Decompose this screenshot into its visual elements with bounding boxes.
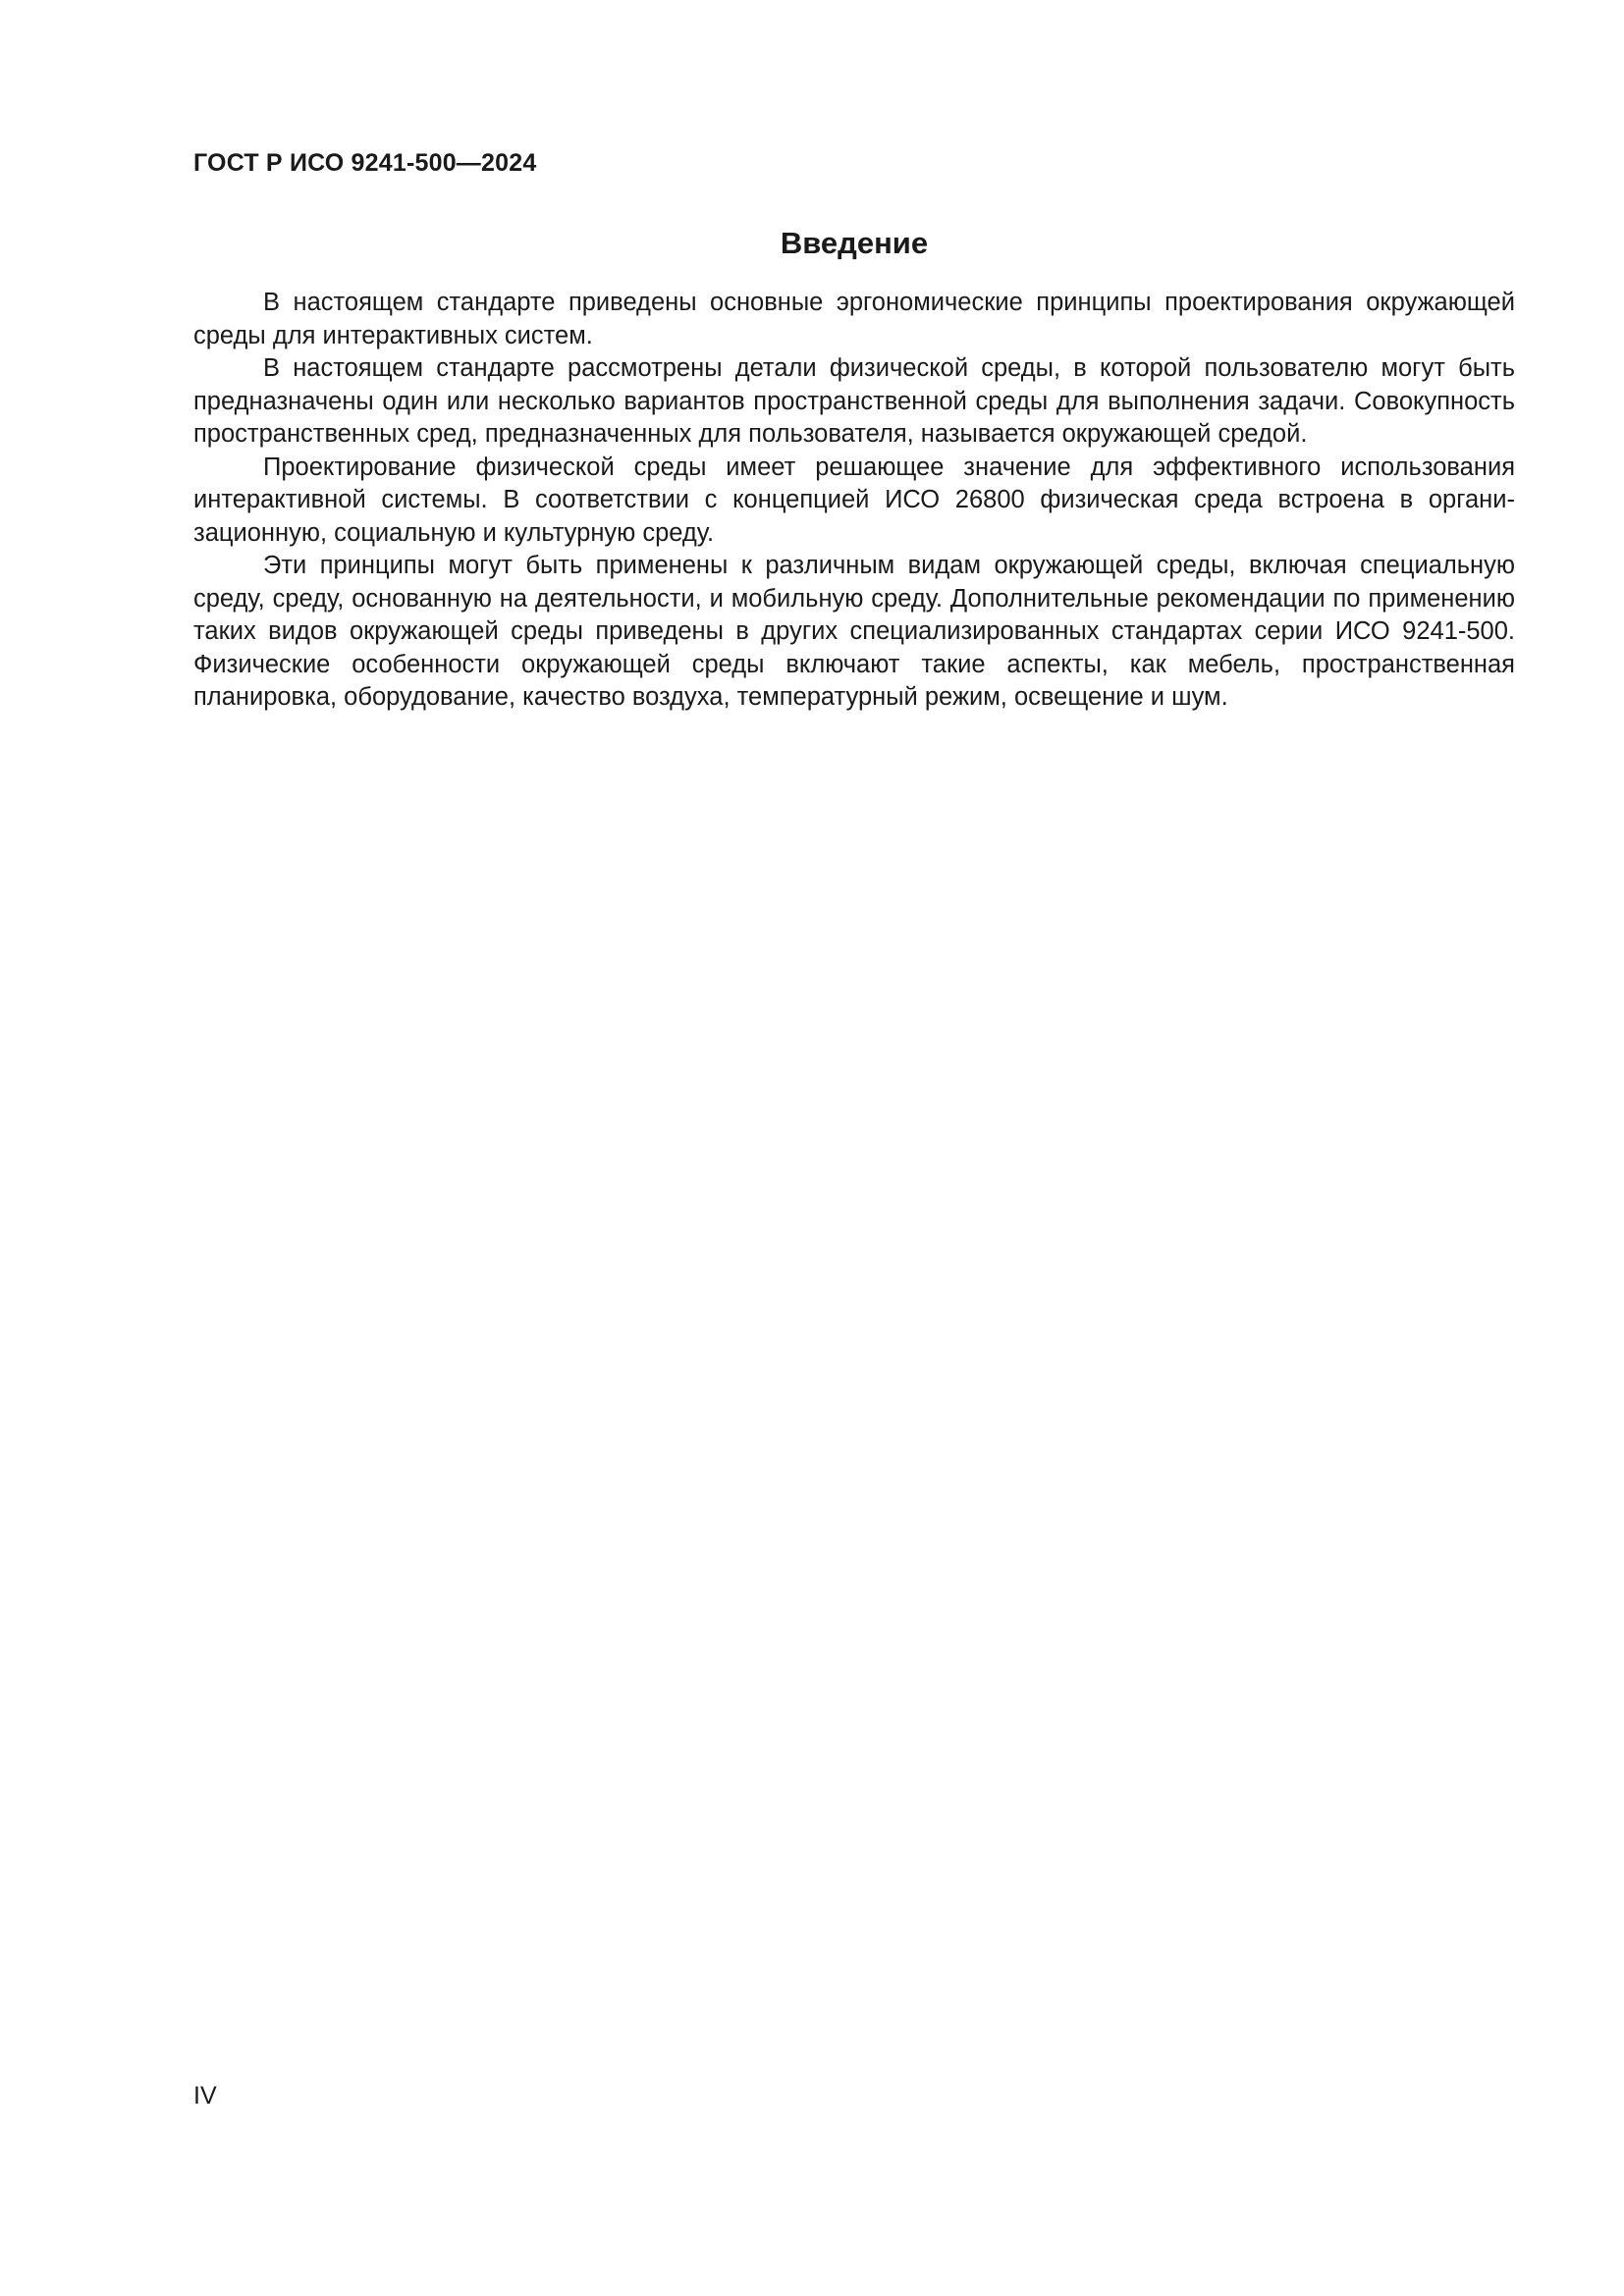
- paragraph: Проектирование физической среды имеет решающее значение для эффективного использования интерактивной системы. В соответствии с концепцией ИСО 26800 физическая среда встроена в организационную, социальную и культурную среду.: [193, 453, 1515, 547]
- section-title: Введение: [780, 226, 929, 260]
- paragraph: В настоящем стандарте рассмотрены детали физической среды, в которой пользователю могут быть предназначены один или несколько вариантов пространственной среды для выполнения задачи. Совокупность пространственных сред, предназначенных для пользователя, называется окружающей средой.: [193, 354, 1515, 448]
- page-number: IV: [193, 2082, 217, 2109]
- paragraph: Эти принципы могут быть применены к различным видам окружающей среды, включая специальную среду, среду, основанную на деятельности, и мобильную среду. Дополнительные рекомендации по применению таких видов окружающей среды приведены в других специализированных стандартах серии ИСО 9241-500. Физические особенности окружающей среды включают такие аспекты, как мебель, пространственная планировка, оборудование, качество воздуха, температурный режим, освещение и шум.: [193, 552, 1515, 711]
- document-code: ГОСТ Р ИСО 9241-500—2024: [193, 149, 537, 177]
- paragraph: В настоящем стандарте приведены основные эргономические принципы проектирования окружающей среды для интерактивных систем.: [193, 289, 1515, 349]
- body-text: [193, 287, 1515, 715]
